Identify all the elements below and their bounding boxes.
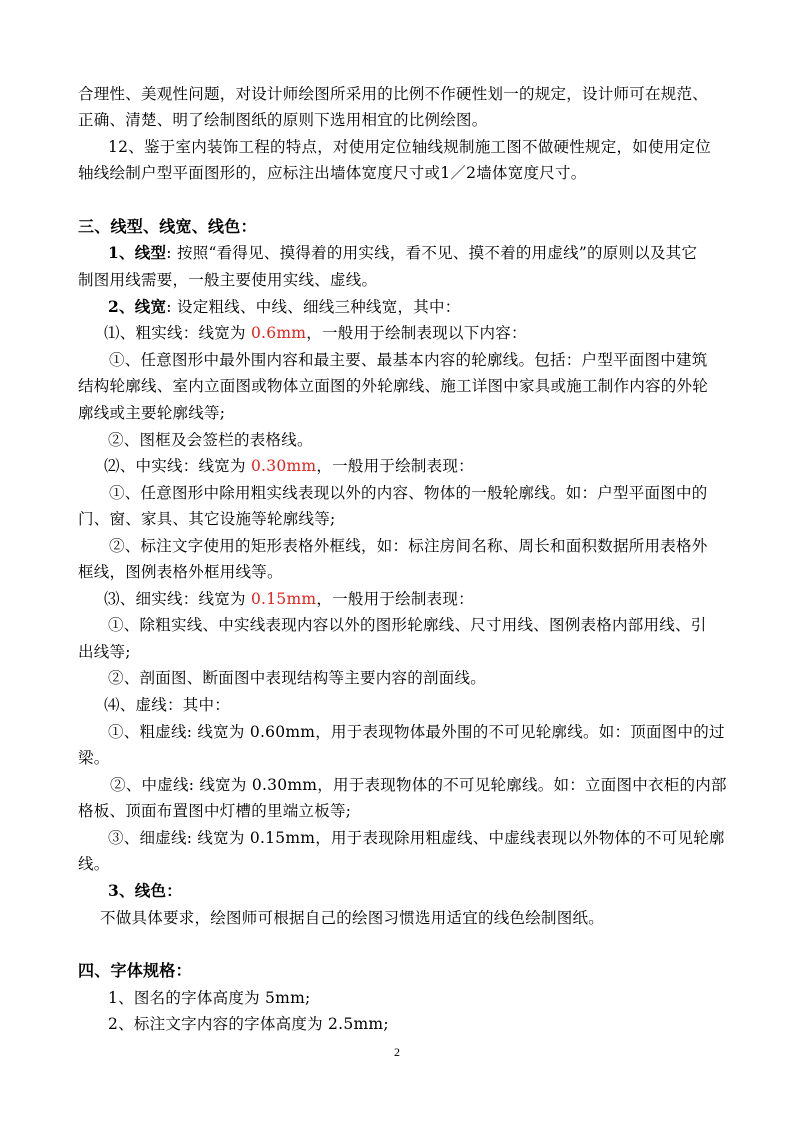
paragraph-line: 制图用线需要，一般主要使用实线、虚线。 bbox=[78, 271, 378, 289]
item-text: ，一般用于绘制表现： bbox=[316, 457, 474, 475]
subsection-line-width bbox=[108, 296, 460, 318]
item-text: ⑴、粗实线：线宽为 bbox=[104, 324, 251, 342]
paragraph-line: 出线等; bbox=[78, 643, 131, 661]
paragraph-line: 廓线或主要轮廓线等; bbox=[78, 404, 226, 422]
subsection-text: : 按照“看得见、摸得着的用实线，看不见、摸不着的用虚线”的原则以及其它 bbox=[166, 244, 698, 262]
paragraph-line: 不做具体要求，绘图师可根据自己的绘图习惯选用适宜的线色绘制图纸。 bbox=[100, 909, 605, 927]
paragraph-line: 2、标注文字内容的字体高度为 2.5mm; bbox=[108, 1015, 389, 1033]
paragraph-line: 轴线绘制户型平面图形的，应标注出墙体宽度尺寸或1／2墙体宽度尺寸。 bbox=[78, 164, 587, 182]
thin-solid-line-item bbox=[104, 588, 474, 610]
paragraph-line: 1、图名的字体高度为 5mm; bbox=[108, 989, 311, 1007]
line-width-value: 0.6mm bbox=[250, 324, 307, 342]
paragraph-line: ②、图框及会签栏的表格线。 bbox=[108, 431, 313, 449]
subsection-label: 2、线宽 bbox=[108, 297, 167, 316]
paragraph-line: 结构轮廓线、室内立面图或物体立面图的外轮廓线、施工详图中家具或施工制作内容的外轮 bbox=[78, 377, 709, 395]
dashed-line-item: ⑷、虚线：其中： bbox=[104, 696, 231, 714]
subsection-colon: ： bbox=[166, 881, 183, 900]
paragraph-line: 线。 bbox=[78, 855, 110, 873]
subsection-label: 1、线型 bbox=[108, 243, 167, 262]
item-text: ，一般用于绘制表现以下内容： bbox=[306, 324, 527, 342]
line-width-value: 0.15mm bbox=[250, 590, 317, 608]
paragraph-line: ②、标注文字使用的矩形表格外框线，如：标注房间名称、周长和面积数据所用表格外 bbox=[109, 537, 708, 555]
section-heading-3: 三、线型、线宽、线色： bbox=[78, 217, 257, 236]
subsection-line-color bbox=[108, 880, 182, 902]
paragraph-line: ②、剖面图、断面图中表现结构等主要内容的剖面线。 bbox=[108, 669, 487, 687]
page-number: 2 bbox=[394, 1045, 400, 1059]
line-width-value: 0.30mm bbox=[250, 457, 317, 475]
paragraph-line: ①、任意图形中最外围内容和最主要、最基本内容的轮廓线。包括：户型平面图中建筑 bbox=[109, 351, 708, 369]
subsection-line-type bbox=[108, 242, 697, 264]
medium-solid-line-item bbox=[104, 455, 474, 477]
paragraph-line: 合理性、美观性问题，对设计师绘图所采用的比例不作硬性划一的规定，设计师可在规范、 bbox=[78, 85, 709, 103]
paragraph-line: ③、细虚线: 线宽为 0.15mm，用于表现除用粗虚线、中虚线表现以外物体的不可见轮廓 bbox=[108, 829, 725, 847]
paragraph-line: ①、除粗实线、中实线表现内容以外的图形轮廓线、尺寸用线、图例表格内部用线、引 bbox=[108, 616, 707, 634]
section-heading-4: 四、字体规格： bbox=[78, 961, 192, 980]
paragraph-line: 正确、清楚、明了绘制图纸的原则下选用相宜的比例绘图。 bbox=[78, 111, 488, 129]
paragraph-line: 框线，图例表格外框用线等。 bbox=[78, 563, 283, 581]
thick-solid-line-item bbox=[104, 322, 527, 344]
paragraph-line: ①、粗虚线: 线宽为 0.60mm，用于表现物体最外围的不可见轮廓线。如：顶面图中的过 bbox=[108, 723, 725, 741]
paragraph-line: ①、任意图形中除用粗实线表现以外的内容、物体的一般轮廓线。如：户型平面图中的 bbox=[109, 484, 708, 502]
item-text: ，一般用于绘制表现： bbox=[316, 590, 474, 608]
item-text: ⑶、细实线：线宽为 bbox=[104, 590, 251, 608]
item-text: ⑵、中实线：线宽为 bbox=[104, 457, 251, 475]
paragraph-line: 12、鉴于室内装饰工程的特点，对使用定位轴线规制施工图不做硬性规定，如使用定位 bbox=[108, 138, 711, 156]
paragraph-line: 格板、顶面布置图中灯槽的里端立板等; bbox=[78, 802, 352, 820]
paragraph-line: 门、窗、家具、其它设施等轮廓线等; bbox=[78, 510, 336, 528]
paragraph-line: ②、中虚线: 线宽为 0.30mm，用于表现物体的不可见轮廓线。如：立面图中衣柜的内部 bbox=[110, 776, 727, 794]
subsection-text: : 设定粗线、中线、细线三种线宽，其中： bbox=[166, 298, 461, 316]
subsection-label: 3、线色 bbox=[108, 881, 167, 900]
paragraph-line: 梁。 bbox=[78, 749, 110, 767]
